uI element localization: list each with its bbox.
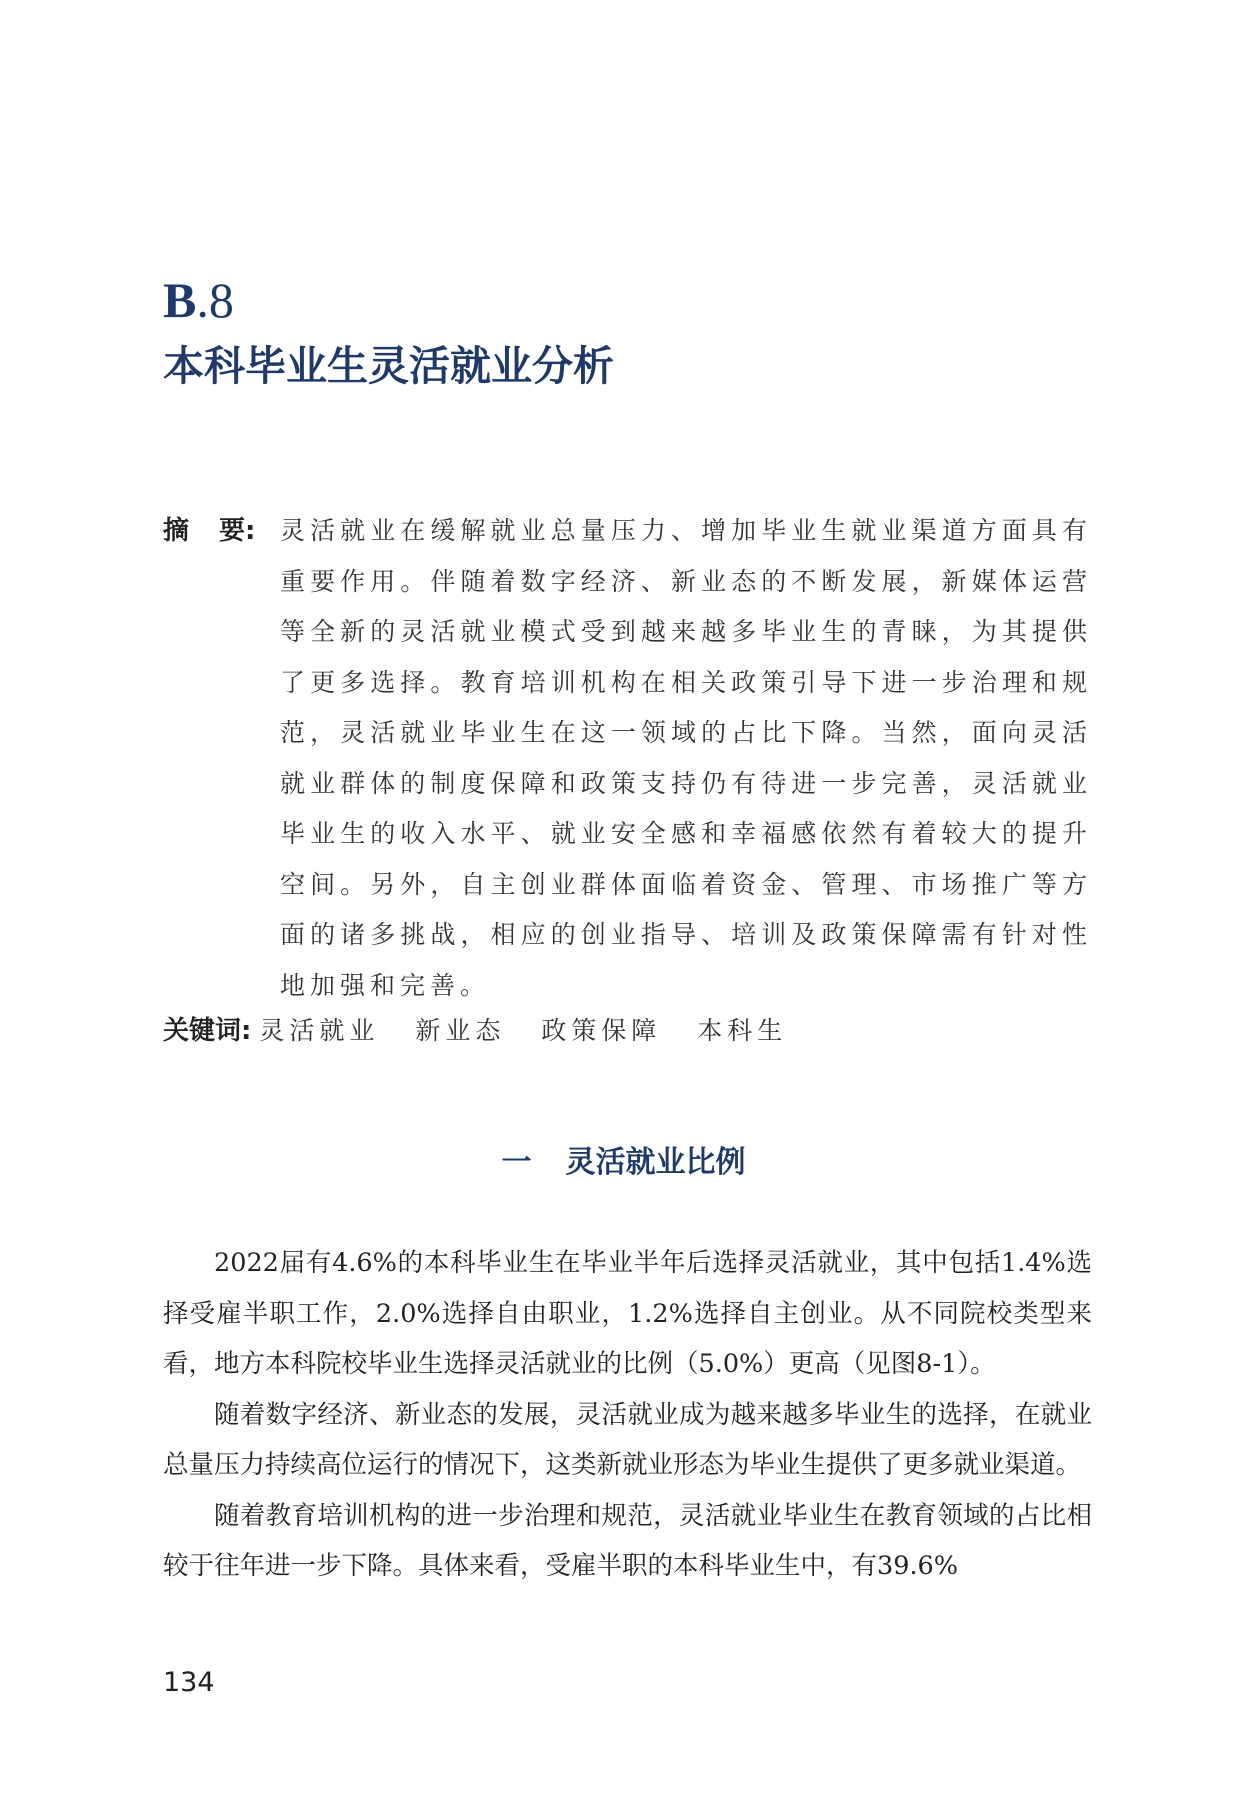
abstract-block [163, 506, 1092, 1011]
chapter-letter: B [163, 272, 197, 328]
body-text [163, 1238, 1092, 1592]
chapter-title: 本科毕业生灵活就业分析 [163, 342, 614, 390]
chapter-number-digits: .8 [196, 272, 234, 328]
keyword-3: 政策保障 [541, 1016, 662, 1045]
section-number: 一 [501, 1145, 532, 1180]
chapter-number [163, 272, 234, 328]
section-heading [0, 1138, 1247, 1188]
paragraph-1: 2022届有4.6%的本科毕业生在毕业半年后选择灵活就业，其中包括1.4%选择受雇半职工作，2.0%选择自由职业，1.2%选择自主创业。从不同院校类型来看，地方本科院校毕业生选择灵活就业的比例（5.0%）更高（见图8-1）。 [163, 1248, 1092, 1379]
abstract-text: 灵活就业在缓解就业总量压力、增加毕业生就业渠道方面具有重要作用。伴随着数字经济、新业态的不断发展，新媒体运营等全新的灵活就业模式受到越来越多毕业生的青睐，为其提供了更多选择。教育培训机构在相关政策引导下进一步治理和规范，灵活就业毕业生在这一领域的占比下降。当然，面向灵活就业群体的制度保障和政策支持仍有待进一步完善，灵活就业毕业生的收入水平、就业安全感和幸福感依然有着较大的提升空间。另外，自主创业群体面临着资金、管理、市场推广等方面的诸多挑战，相应的创业指导、培训及政策保障需有针对性地加强和完善。 [280, 516, 1092, 1000]
keyword-2: 新业态 [415, 1016, 506, 1045]
abstract-label [163, 506, 255, 556]
paragraph-2: 随着数字经济、新业态的发展，灵活就业成为越来越多毕业生的选择，在就业总量压力持续高位运行的情况下，这类新就业形态为毕业生提供了更多就业渠道。 [163, 1399, 1092, 1480]
keywords-label: 关键词: [163, 1016, 252, 1046]
keywords-line [163, 1006, 815, 1056]
keyword-1: 灵活就业 [259, 1016, 380, 1045]
page-number: 134 [163, 1667, 215, 1698]
paragraph-3: 随着教育培训机构的进一步治理和规范，灵活就业毕业生在教育领域的占比相较于往年进一步下降。具体来看，受雇半职的本科毕业生中，有39.6% [163, 1500, 1092, 1581]
section-title: 灵活就业比例 [565, 1145, 746, 1180]
abstract-label-char1: 摘 [163, 516, 190, 546]
abstract-label-char2: 要: [219, 516, 256, 546]
keyword-4: 本科生 [697, 1016, 788, 1045]
